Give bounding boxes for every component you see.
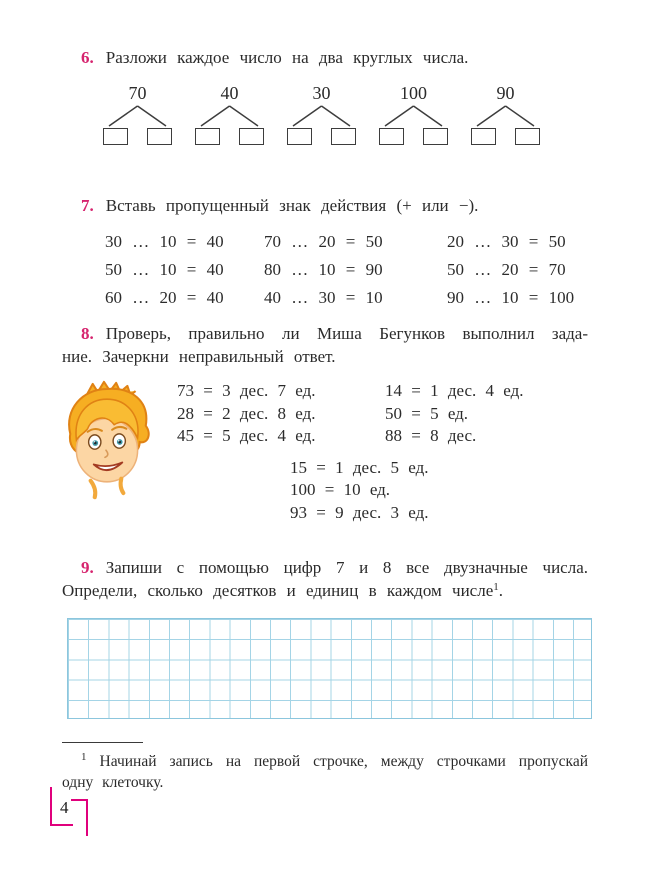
exercise-9-title-line1: Запиши с помощью цифр 7 и 8 все двузначные числа. (105, 558, 588, 577)
footnote-line2: одну клеточку. (62, 774, 164, 791)
exercise-9-heading-line2: Определи, сколько десятков и единиц в каждом числе$^1$. (62, 581, 503, 600)
decomposition-unit (103, 83, 172, 145)
check-equation[interactable]: 73 = 3 дес. 7 ед. (177, 381, 316, 400)
check-equation[interactable]: 45 = 5 дес. 4 ед. (177, 426, 316, 445)
boy-face-illustration (56, 378, 158, 502)
answer-box[interactable] (103, 128, 128, 145)
equation-columns (105, 228, 588, 312)
equation-fill-blank[interactable]: 90 … 10 = 100 (447, 288, 575, 307)
branch-lines-icon (471, 105, 540, 127)
exercise-8-heading-line1 (62, 322, 588, 345)
check-equation[interactable]: 15 = 1 дес. 5 ед. (290, 457, 429, 477)
answer-box[interactable] (147, 128, 172, 145)
exercise-6 (62, 46, 588, 145)
answer-box[interactable] (471, 128, 496, 145)
answer-box[interactable] (515, 128, 540, 145)
equation-fill-blank[interactable]: 60 … 20 = 40 (105, 288, 224, 307)
exercise-9-number: 9. (81, 558, 94, 577)
branch-lines-icon (195, 105, 264, 127)
decomposition-unit (471, 83, 540, 145)
decomposition-number: 40 (220, 83, 239, 103)
branch-lines-icon (379, 105, 448, 127)
equation-fill-blank[interactable]: 50 … 20 = 70 (447, 260, 566, 279)
answer-box[interactable] (287, 128, 312, 145)
decomposition-number: 70 (128, 83, 147, 103)
exercise-8-number: 8. (81, 324, 94, 343)
check-equations (177, 380, 588, 448)
footnote (62, 742, 588, 793)
decomposition-number: 100 (400, 83, 427, 103)
decomposition-unit (287, 83, 356, 145)
writing-grid[interactable] (67, 618, 592, 719)
exercise-8-title-line1: Проверь, правильно ли Миша Бегунков выполнил зада- (105, 324, 588, 343)
answer-box[interactable] (195, 128, 220, 145)
check-equation[interactable]: 100 = 10 ед. (290, 480, 391, 499)
decomposition-number: 30 (312, 83, 331, 103)
exercise-6-number: 6. (81, 48, 94, 67)
check-equations-center (290, 457, 588, 525)
decomposition-diagram (103, 83, 588, 145)
equation-fill-blank[interactable]: 70 … 20 = 50 (264, 232, 383, 251)
check-equation[interactable]: 93 = 9 дес. 3 ед. (290, 502, 429, 522)
branch-lines-icon (103, 105, 172, 127)
equation-fill-blank[interactable]: 20 … 30 = 50 (447, 232, 566, 251)
decomposition-number: 90 (496, 83, 515, 103)
bracket-right-icon (71, 799, 88, 836)
check-equation[interactable]: 28 = 2 дес. 8 ед. (177, 403, 316, 423)
exercise-7-title: Вставь пропущенный знак действия (+ или −). (105, 196, 479, 215)
decomposition-unit (379, 83, 448, 145)
answer-box[interactable] (331, 128, 356, 145)
footnote-divider (62, 742, 143, 743)
equation-fill-blank[interactable]: 30 … 10 = 40 (105, 232, 224, 251)
page-number-ornament (50, 787, 90, 837)
check-equation[interactable]: 14 = 1 дес. 4 ед. (385, 381, 524, 400)
check-equation[interactable]: 88 = 8 дес. (385, 426, 477, 445)
equation-fill-blank[interactable]: 40 … 30 = 10 (264, 288, 383, 307)
footnote-line1: $^1$ Начинай запись на первой строчке, между строчками пропускай (81, 751, 588, 770)
exercise-6-title: Разложи каждое число на два круглых числа. (105, 48, 469, 67)
exercise-9 (62, 556, 588, 719)
page-number: 4 (60, 798, 69, 817)
exercise-8-heading-line2: ние. Зачеркни неправильный ответ. (62, 347, 336, 366)
answer-box[interactable] (239, 128, 264, 145)
equation-fill-blank[interactable]: 50 … 10 = 40 (105, 260, 224, 279)
exercise-9-heading-line1 (62, 556, 588, 579)
exercise-7 (62, 194, 588, 312)
footnote-marker: 1 (81, 751, 87, 763)
equation-fill-blank[interactable]: 80 … 10 = 90 (264, 260, 383, 279)
answer-box[interactable] (423, 128, 448, 145)
exercise-8 (62, 322, 588, 524)
footnote-reference: 1 (493, 581, 499, 593)
branch-lines-icon (287, 105, 356, 127)
exercise-7-number: 7. (81, 196, 94, 215)
decomposition-unit (195, 83, 264, 145)
exercise-6-heading (62, 46, 588, 69)
check-equation[interactable]: 50 = 5 ед. (385, 403, 469, 423)
answer-box[interactable] (379, 128, 404, 145)
exercise-7-heading (62, 194, 588, 217)
